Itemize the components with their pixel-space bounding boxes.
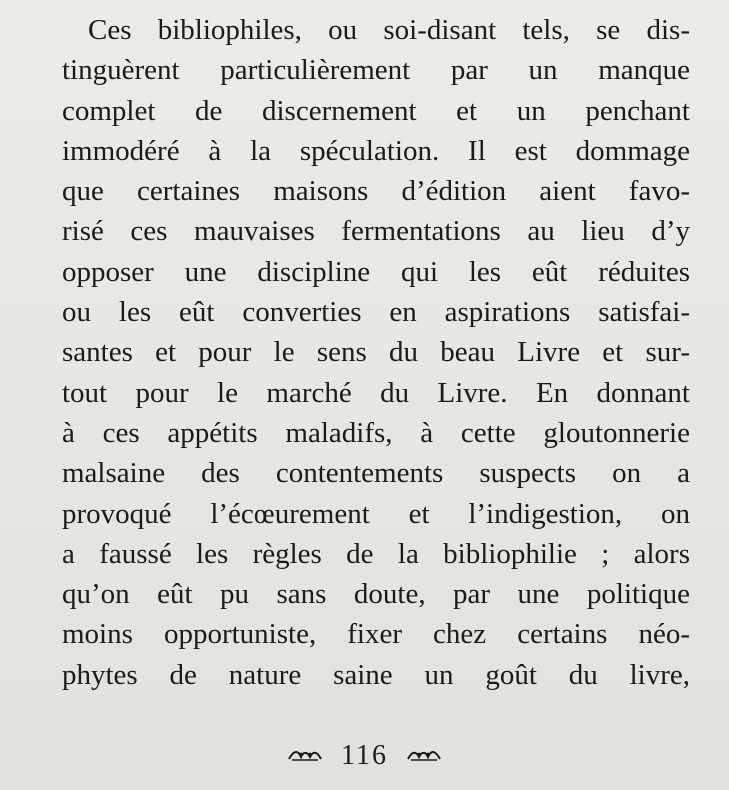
page-footer bbox=[0, 740, 729, 774]
text-line: qu’on eût pu sans doute, par une politique bbox=[62, 578, 690, 611]
text-line: opposer une discipline qui les eût réduites bbox=[62, 255, 690, 288]
text-line: tinguèrent particulièrement par un manque bbox=[62, 54, 690, 87]
text-line: Ces bibliophiles, ou soi-disant tels, se dis- bbox=[88, 14, 690, 46]
fleuron-left-ornament-icon bbox=[288, 738, 322, 770]
text-line: que certaines maisons d’édition aient favo- bbox=[62, 175, 690, 208]
text-line: provoqué l’écœurement et l’indigestion, on bbox=[62, 497, 690, 530]
text-line: ou les eût converties en aspirations satisfai- bbox=[62, 296, 690, 329]
body-paragraph bbox=[62, 10, 690, 695]
text-line: malsaine des contentements suspects on a bbox=[62, 457, 690, 490]
text-line: phytes de nature saine un goût du livre, bbox=[62, 658, 690, 691]
text-line: a faussé les règles de la bibliophilie ; alors bbox=[62, 537, 690, 570]
text-line: tout pour le marché du Livre. En donnant bbox=[62, 376, 690, 409]
text-line: complet de discernement et un penchant bbox=[62, 94, 690, 127]
page-number: 116 bbox=[341, 740, 388, 771]
text-line: moins opportuniste, fixer chez certains néo- bbox=[62, 618, 690, 651]
text-line: immodéré à la spéculation. Il est dommage bbox=[62, 134, 690, 167]
text-line: santes et pour le sens du beau Livre et sur- bbox=[62, 336, 690, 369]
fleuron-right-ornament-icon bbox=[407, 738, 441, 770]
text-line: risé ces mauvaises fermentations au lieu d’y bbox=[62, 215, 690, 248]
text-line: à ces appétits maladifs, à cette gloutonnerie bbox=[62, 416, 690, 449]
